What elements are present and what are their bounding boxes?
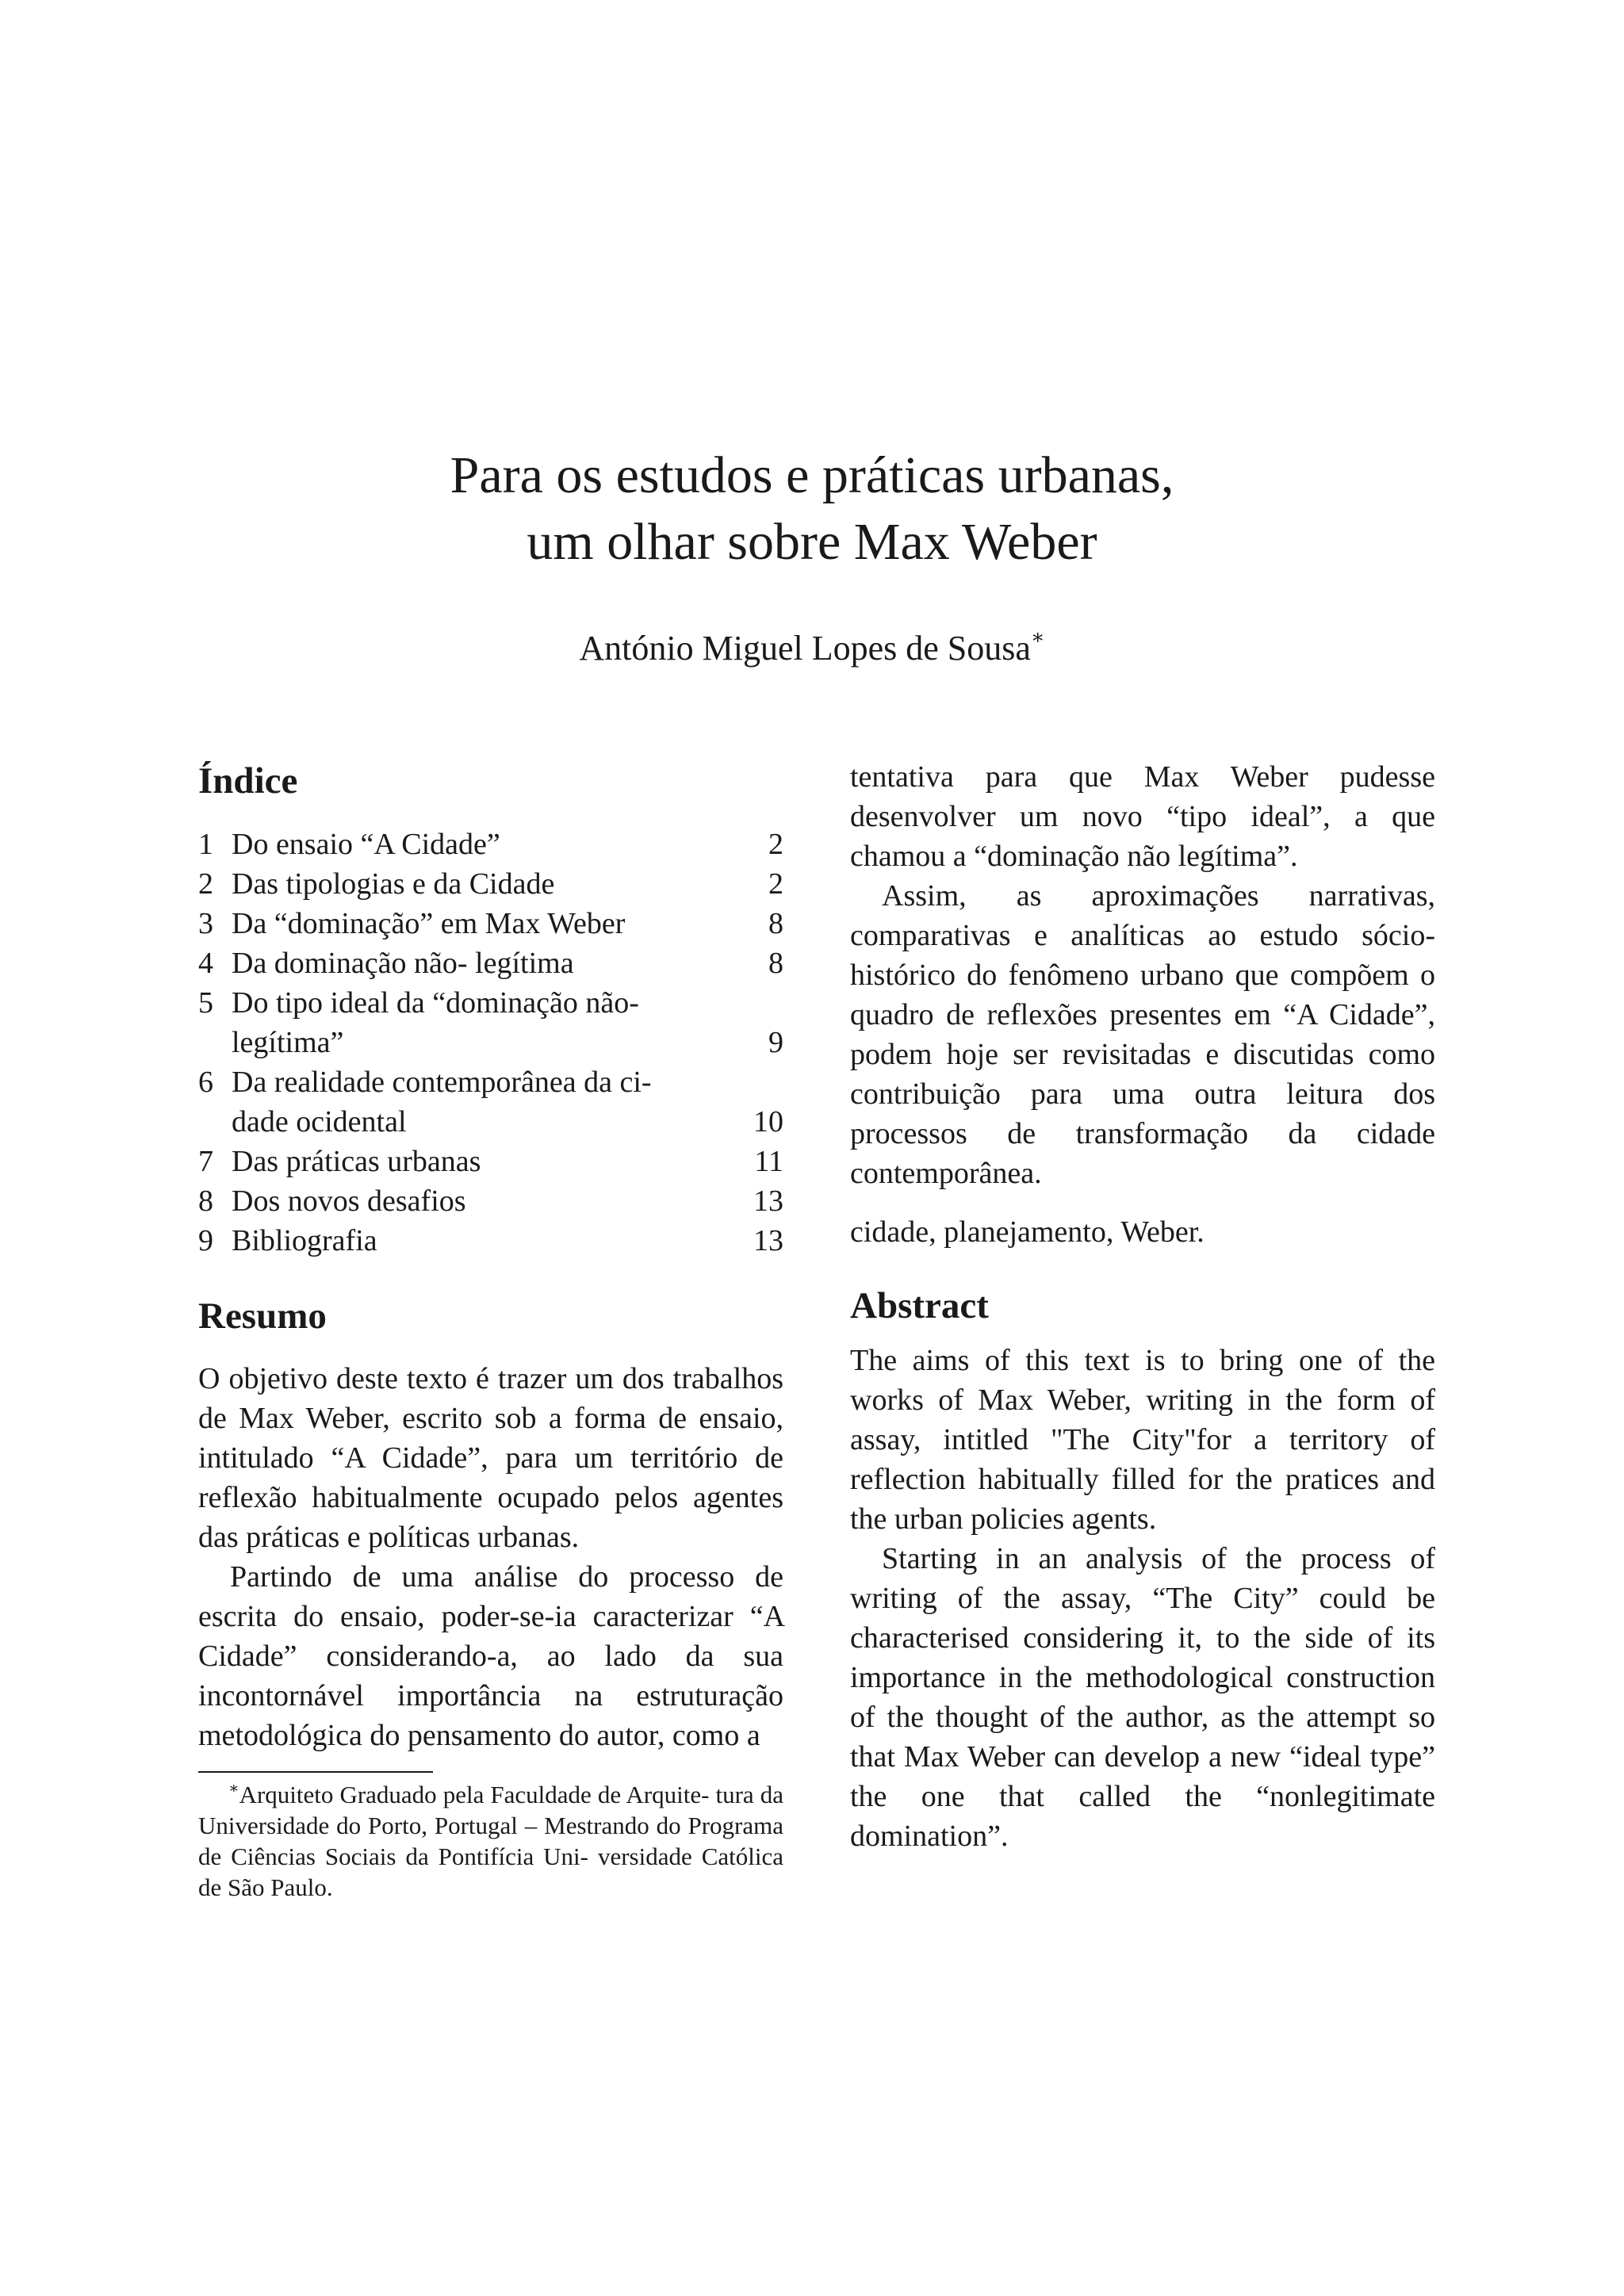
toc-item-number: 2: [198, 867, 213, 901]
toc-item-page: 13: [753, 1224, 783, 1257]
text-line: lhos de Max Weber, escrito sob a forma de: [198, 1362, 783, 1435]
left-column: [198, 757, 783, 1903]
toc-item-number: 1: [198, 828, 213, 861]
toc-item[interactable]: [198, 1221, 783, 1261]
toc-item-title: Bibliografia: [232, 1224, 377, 1257]
text-line: todológica do pensamento do autor, como a: [235, 1719, 760, 1752]
toc-item-number: 3: [198, 907, 213, 940]
keywords-value: cidade, planejamento,: [850, 1215, 1114, 1249]
toc-item[interactable]: [198, 1181, 783, 1221]
text-line: comparativas e analíticas ao estudo sócio-: [850, 919, 1435, 952]
text-line: assay, intitled "The City"for a territory of re: [850, 1423, 1435, 1496]
text-line: tentativa para que Max Weber pudesse de: [850, 760, 1435, 833]
toc-item-number: 8: [198, 1184, 213, 1218]
text-line: Partindo de uma análise do processo de es: [198, 1560, 783, 1633]
text-line: los agentes das práticas e políticas urbanas.: [198, 1481, 783, 1554]
toc-item-page: 13: [753, 1184, 783, 1218]
text-line: contornável importância na estruturação me: [198, 1679, 783, 1752]
text-line: legitimate domination”.: [850, 1780, 1435, 1853]
toc-item[interactable]: [198, 904, 783, 943]
paper-title-line-1: Para os estudos e práticas urbanas,: [450, 446, 1174, 504]
text-line: Assim, as aproximações narrativas,: [882, 879, 1435, 913]
resumo-heading: Resumo: [198, 1295, 327, 1337]
toc-item[interactable]: [198, 864, 783, 904]
author-name: António Miguel Lopes de Sousa: [579, 629, 1031, 668]
footnote-mark: ∗: [228, 1780, 239, 1797]
keywords: [850, 1212, 1435, 1252]
footnote-line: do Programa de Ciências Sociais da Pontifícia Uni-: [198, 1812, 783, 1870]
text-line: leitura dos processos de transformação da: [850, 1077, 1435, 1150]
text-line: The aims of this text is to bring one of the: [850, 1344, 1435, 1377]
text-line: Starting in an analysis of the process of: [882, 1542, 1435, 1575]
toc-item[interactable]: [198, 1142, 783, 1181]
text-line: works of Max Weber, writing in the form of: [850, 1383, 1435, 1417]
footnote-line: Arquiteto Graduado pela Faculdade de Arquite-: [239, 1781, 710, 1808]
table-of-contents: [198, 825, 783, 1261]
paper-title: [0, 442, 1624, 576]
text-line: cutidas como contribuição para uma outra: [850, 1038, 1436, 1111]
toc-item-page: 11: [754, 1145, 783, 1178]
text-line: histórico do fenômeno urbano que compõem: [850, 959, 1409, 992]
text-line: truction of the thought of the author, as the: [850, 1661, 1435, 1734]
text-line: flection habitually filled for the pratices and: [873, 1463, 1435, 1496]
toc-item-title-continued: legítima”: [232, 1026, 344, 1059]
resumo-paragraph-3: [850, 876, 1435, 1193]
resumo-paragraph-2: [198, 1557, 783, 1755]
text-line: senvolver um novo “tipo ideal”, a que cha: [850, 800, 1435, 873]
text-line: crita do ensaio, poder-se-ia caracterizar “A: [223, 1600, 783, 1633]
resumo-paragraph-1: [198, 1359, 783, 1557]
author-line: [0, 626, 1624, 671]
keywords-value: Weber.: [1120, 1215, 1205, 1249]
toc-item-title: Da realidade contemporânea da ci-: [232, 1066, 652, 1099]
footnote-line: tura da Universidade do Porto, Portugal – Mestrando: [198, 1781, 783, 1839]
text-line: Cidade” considerando-a, ao lado da sua in: [198, 1640, 783, 1712]
text-line: the urban policies agents.: [850, 1502, 1157, 1536]
text-line: new “ideal type” the one that called the “non: [850, 1740, 1435, 1813]
toc-item-page: 8: [768, 947, 783, 980]
toc-item-number: 4: [198, 947, 213, 980]
text-line: o quadro de reflexões presentes em “A: [850, 959, 1435, 1031]
text-line: ensaio, intitulado “A Cidade”, para um terri: [198, 1402, 783, 1475]
toc-item-number: 7: [198, 1145, 213, 1178]
text-line: characterised considering it, to the side of: [850, 1621, 1393, 1655]
toc-item-title: Das tipologias e da Cidade: [232, 867, 555, 901]
toc-item[interactable]: [198, 943, 783, 983]
toc-item[interactable]: [198, 983, 783, 1062]
toc-item-page: 8: [768, 907, 783, 940]
toc-item[interactable]: [198, 825, 783, 864]
toc-item-title: Da dominação não- legítima: [232, 947, 574, 980]
right-column: [850, 757, 1435, 1856]
toc-item-page: 9: [768, 1026, 783, 1059]
author-footnote-mark[interactable]: ∗: [1030, 626, 1045, 649]
footnote-rule: [198, 1771, 433, 1773]
footnote-line: versidade Católica de São Paulo.: [198, 1843, 784, 1901]
text-line: O objetivo deste texto é trazer um dos traba: [198, 1362, 733, 1395]
text-line: mou a “dominação não legítima”.: [891, 840, 1298, 873]
toc-item-page: 2: [768, 867, 783, 901]
toc-item-page: 10: [753, 1105, 783, 1138]
toc-item-number: 9: [198, 1224, 213, 1257]
toc-heading: Índice: [198, 760, 298, 802]
text-line: attempt so that Max Weber can develop a: [850, 1701, 1435, 1774]
text-line: tório de reflexão habitualmente ocupado pe: [198, 1441, 783, 1514]
author-footnote: [198, 1779, 783, 1903]
toc-item-number: 6: [198, 1066, 213, 1099]
abstract-paragraph-1: [850, 1341, 1435, 1539]
toc-item-title-continued: dade ocidental: [232, 1105, 407, 1138]
text-line: writing of the assay, “The City” could be: [850, 1582, 1435, 1615]
toc-item-title: Do tipo ideal da “dominação não-: [232, 986, 639, 1020]
text-line: cidade contemporânea.: [850, 1117, 1435, 1190]
abstract-heading: Abstract: [850, 1285, 989, 1326]
toc-item-title: Do ensaio “A Cidade”: [232, 828, 500, 861]
resumo-paragraph-2-continued: [850, 757, 1435, 876]
toc-item-title: Da “dominação” em Max Weber: [232, 907, 626, 940]
toc-item[interactable]: [198, 1062, 783, 1142]
text-line: Cidade”, podem hoje ser revisitadas e dis: [850, 998, 1436, 1071]
toc-item-title: Dos novos desafios: [232, 1184, 466, 1218]
paper-title-line-2: um olhar sobre Max Weber: [527, 513, 1097, 571]
text-line: its importance in the methodological cons: [850, 1621, 1436, 1694]
toc-item-title: Das práticas urbanas: [232, 1145, 481, 1178]
toc-item-page: 2: [768, 828, 783, 861]
toc-item-number: 5: [198, 986, 213, 1020]
abstract-paragraph-2: [850, 1539, 1435, 1856]
